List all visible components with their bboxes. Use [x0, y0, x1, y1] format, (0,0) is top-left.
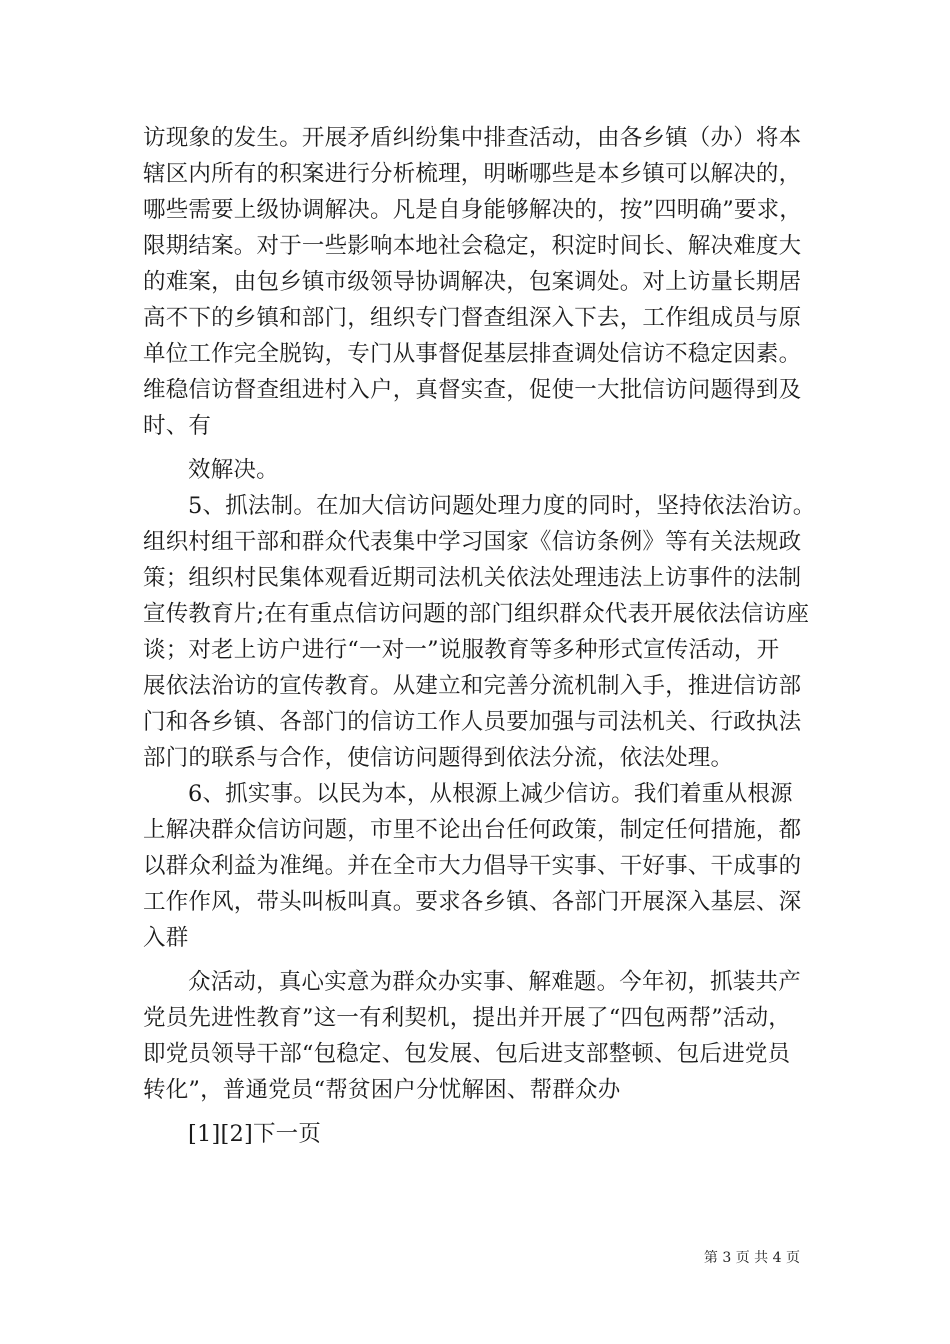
text-line: 策；组织村民集体观看近期司法机关依法处理违法上访事件的法制 — [143, 565, 802, 591]
text-line: 组织村组干部和群众代表集中学习国家《信访条例》等有关法规政 — [143, 529, 802, 555]
text-line: 的难案，由包乡镇市级领导协调解决，包案调处。对上访量长期居 — [143, 269, 802, 295]
text-line: 展依法治访的宣传教育。从建立和完善分流机制入手，推进信访部 — [143, 673, 802, 699]
text-line: 以群众利益为准绳。并在全市大力倡导干实事、干好事、干成事的 — [143, 853, 802, 879]
text-line: 辖区内所有的积案进行分析梳理，明晰哪些是本乡镇可以解决的， — [143, 161, 802, 187]
text-line: 5、抓法制。在加大信访问题处理力度的同时，坚持依法治访。 — [188, 493, 816, 519]
text-line: 部门的联系与合作，使信访问题得到依法分流，依法处理。 — [143, 745, 734, 771]
text-line: 谈；对老上访户进行“一对一”说服教育等多种形式宣传活动，开 — [143, 637, 780, 663]
document-body — [143, 120, 833, 1152]
text-line: 党员先进性教育”这一有利契机，提出并开展了“四包两帮”活动， — [143, 1005, 792, 1031]
text-line: 门和各乡镇、各部门的信访工作人员要加强与司法机关、行政执法 — [143, 709, 802, 735]
paragraph-activities — [143, 964, 833, 1108]
pagination-nav — [143, 1116, 833, 1152]
page-number-footer: 第 3 页 共 4 页 — [703, 1250, 800, 1266]
paragraph-legal — [143, 452, 833, 956]
paragraph-continuation — [143, 120, 833, 444]
text-line: 工作作风，带头叫板叫真。要求各乡镇、各部门开展深入基层、深 — [143, 889, 802, 915]
text-line: 宣传教育片;在有重点信访问题的部门组织群众代表开展依法信访座 — [143, 601, 810, 627]
text-line: 高不下的乡镇和部门，组织专门督查组深入下去，工作组成员与原 — [143, 305, 802, 331]
text-line: 维稳信访督查组进村入户，真督实查，促使一大批信访问题得到及 — [143, 377, 802, 403]
text-line: 6、抓实事。以民为本，从根源上减少信访。我们着重从根源 — [188, 781, 793, 807]
text-line: 效解决。 — [188, 457, 279, 483]
text-line: 限期结案。对于一些影响本地社会稳定，积淀时间长、解决难度大 — [143, 233, 802, 259]
text-line: 访现象的发生。开展矛盾纠纷集中排查活动，由各乡镇（办）将本 — [143, 125, 802, 151]
text-line: 入群 — [143, 925, 189, 951]
text-line: 单位工作完全脱钩，专门从事督促基层排查调处信访不稳定因素。 — [143, 341, 802, 367]
page-link-2[interactable]: [2] — [220, 1121, 253, 1147]
text-line: 哪些需要上级协调解决。凡是自身能够解决的，按”四明确”要求， — [143, 197, 803, 223]
text-line: 上解决群众信访问题，市里不论出台任何政策，制定任何措施，都 — [143, 817, 802, 843]
text-line: 时、有 — [143, 413, 212, 439]
text-line: 即党员领导干部“包稳定、包发展、包后进支部整顿、包后进党员 — [143, 1041, 791, 1067]
next-page-link[interactable]: 下一页 — [252, 1121, 322, 1147]
text-line: 众活动，真心实意为群众办实事、解难题。今年初，抓装共产 — [188, 969, 801, 995]
page-link-1[interactable]: [1] — [188, 1121, 221, 1147]
text-line: 转化”，普通党员“帮贫困户分忧解困、帮群众办 — [143, 1077, 621, 1103]
